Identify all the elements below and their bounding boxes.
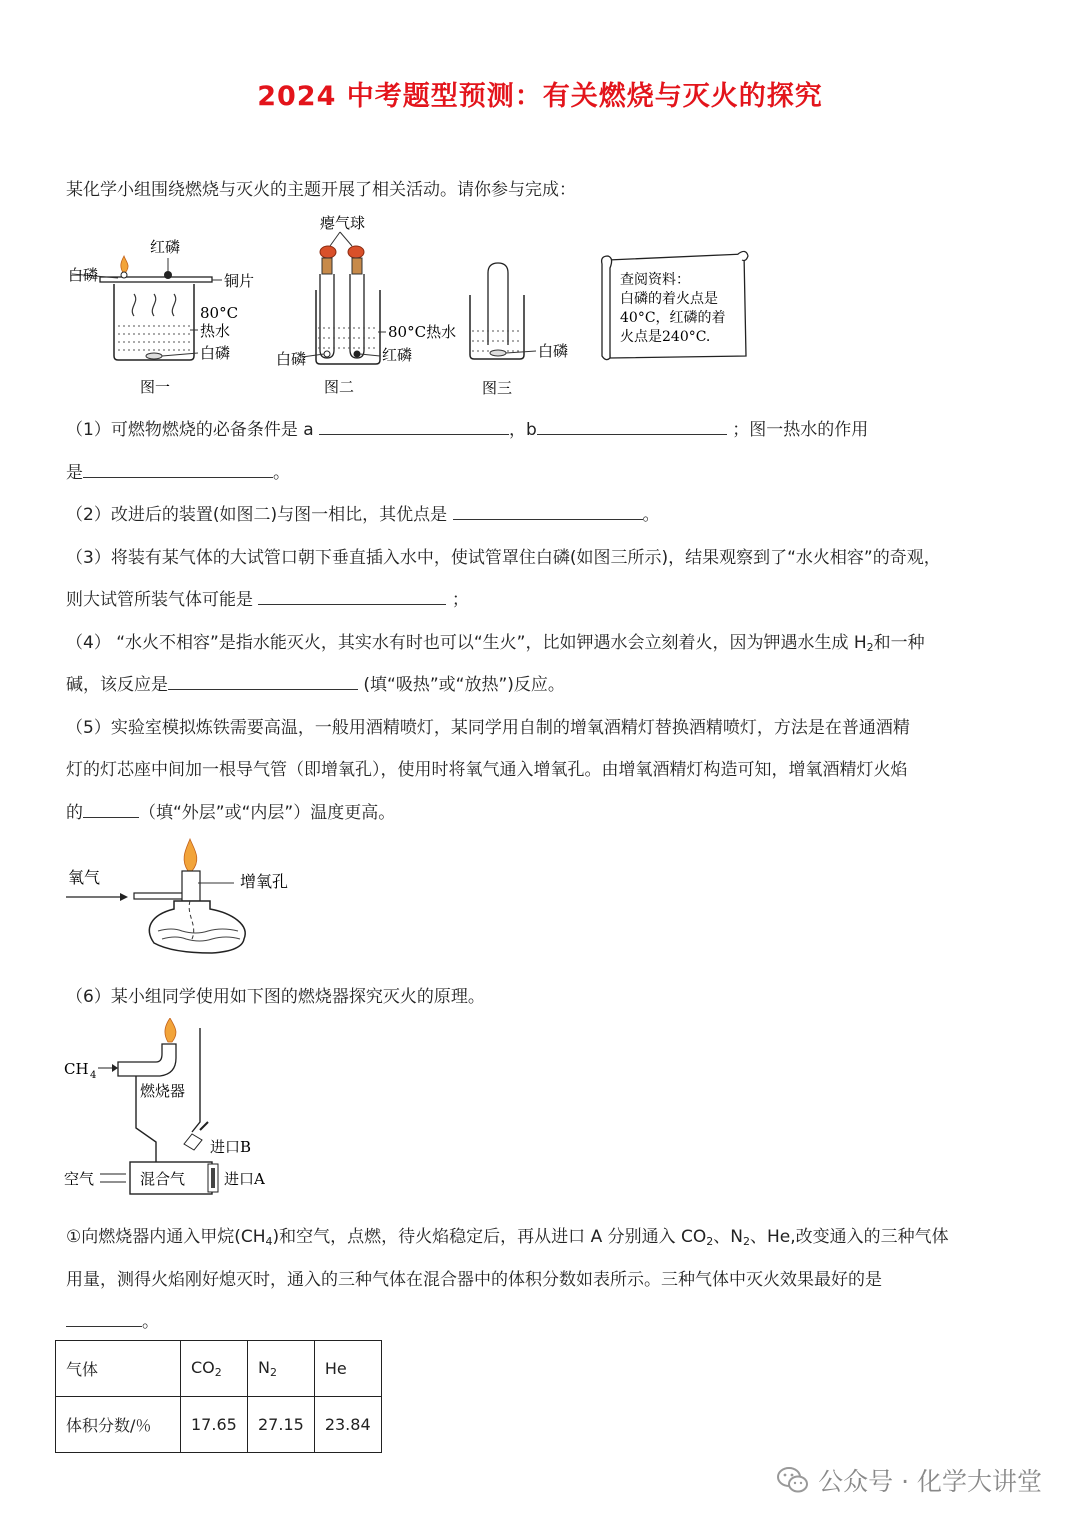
flame-icon	[121, 256, 128, 274]
label-air: 空气	[64, 1170, 95, 1188]
svg-text:4: 4	[90, 1070, 97, 1081]
figure-2-caption: 图二	[324, 378, 355, 396]
label-white-p: 白磷	[68, 266, 99, 284]
oxygen-lamp-figure	[62, 835, 322, 965]
answer-blank-1b[interactable]	[537, 416, 727, 435]
beaker-3	[470, 295, 524, 359]
label-oxygen: 氧气	[68, 868, 101, 887]
figure-1-caption: 图一	[140, 378, 171, 396]
reference-note	[596, 246, 752, 364]
note-line-1: 查阅资料：	[620, 272, 690, 288]
table-cell: 17.65	[181, 1397, 248, 1453]
figure-3-caption: 图三	[482, 379, 513, 397]
gas-volume-table	[55, 1340, 382, 1453]
table-row	[56, 1397, 382, 1453]
label-hot-water: 80°C热水	[388, 323, 457, 341]
wechat-icon	[776, 1465, 810, 1495]
label-red-p: 红磷	[150, 238, 181, 256]
table-cell: He	[314, 1341, 381, 1397]
balloon-right	[348, 246, 364, 258]
answer-blank-1a[interactable]	[319, 416, 509, 435]
figure-2	[272, 210, 472, 400]
figure-1	[62, 238, 262, 400]
question-6-1-cont-2: 。	[66, 1307, 159, 1332]
answer-blank-1c[interactable]	[83, 459, 273, 478]
flame-icon	[165, 1018, 176, 1042]
table-cell: $CO_2$	[181, 1341, 248, 1397]
answer-blank-4[interactable]	[168, 671, 358, 690]
question-6-1-cont: 用量，测得火焰刚好熄灭时，通入的三种气体在混合器中的体积分数如表所示。三种气体中灭火效果最好的是	[66, 1270, 882, 1290]
label-copper: 铜片	[224, 272, 255, 290]
label-mixer: 混合气	[140, 1170, 186, 1188]
note-line-4: 火点是240°C.	[620, 329, 711, 345]
table-header-row	[56, 1341, 382, 1397]
table-cell: 气体	[56, 1341, 181, 1397]
label-red-p-2: 红磷	[382, 346, 413, 364]
flame-icon	[184, 839, 197, 871]
answer-blank-6[interactable]	[66, 1308, 142, 1327]
question-5-cont-2: 的 （填“外层”或“内层”）温度更高。	[66, 798, 395, 823]
question-6: （6）某小组同学使用如下图的燃烧器探究灭火的原理。	[66, 987, 485, 1007]
question-3: （3）将装有某气体的大试管口朝下垂直插入水中，使试管罩住白磷(如图三所示)，结果观察到了“水火相容”的奇观，	[66, 548, 941, 568]
ch4-tube	[118, 1044, 176, 1076]
label-balloon: 瘪气球	[320, 214, 366, 232]
question-3-cont: 则大试管所装气体可能是 ；	[66, 585, 469, 610]
table-cell: 23.84	[314, 1397, 381, 1453]
beaker	[114, 284, 194, 360]
burner-figure	[60, 1018, 290, 1198]
question-5: （5）实验室模拟炼铁需要高温，一般用酒精喷灯，某同学用自制的增氧酒精灯替换酒精喷灯，方法是在普通酒精	[66, 718, 910, 738]
question-2: （2）改进后的装置(如图二)与图一相比，其优点是 。	[66, 500, 660, 525]
note-line-3: 40°C，红磷的着	[620, 310, 726, 326]
question-4: （4） “水火不相容”是指水能灭火，其实水有时也可以“生火”，比如钾遇水会立刻着火，因为钾遇水生成 $H_2$和一种	[66, 633, 925, 654]
question-5-cont: 灯的灯芯座中间加一根导气管（即增氧孔），使用时将氧气通入增氧孔。由增氧酒精灯构造可知，增氧酒精灯火焰	[66, 760, 908, 780]
question-1: （1）可燃物燃烧的必备条件是 a ，b ；图一热水的作用	[66, 415, 868, 440]
red-phosphorus-dot	[164, 271, 172, 279]
note-line-2: 白磷的着火点是	[620, 291, 718, 307]
answer-blank-3[interactable]	[258, 586, 446, 605]
answer-blank-2[interactable]	[453, 501, 643, 520]
table-cell: 27.15	[248, 1397, 315, 1453]
watermark: 公众号 · 化学大讲堂	[776, 1462, 1042, 1498]
page-title: 2024 中考题型预测：有关燃烧与灭火的探究	[257, 81, 823, 112]
table-cell: 体积分数/％	[56, 1397, 181, 1453]
label-burner: 燃烧器	[140, 1082, 186, 1100]
label-water: 热水	[200, 322, 231, 340]
intro-text: 某化学小组围绕燃烧与灭火的主题开展了相关活动。请你参与完成：	[66, 180, 576, 200]
answer-blank-5[interactable]	[83, 799, 139, 818]
question-4-cont: 碱，该反应是 (填“吸热”或“放热”)反应。	[66, 670, 565, 695]
label-ch4: CH	[64, 1060, 89, 1078]
label-white-p-bottom: 白磷	[200, 344, 231, 362]
question-6-1: ①向燃烧器内通入甲烷$(CH_4)$和空气，点燃，待火焰稳定后，再从进口 A 分别通入 $CO_2$、$N_2$、He,改变通入的三种气体	[66, 1227, 949, 1248]
test-tube	[488, 263, 508, 345]
label-white-p-2: 白磷	[276, 350, 307, 368]
balloon-left	[320, 246, 336, 258]
lamp-body	[149, 901, 245, 953]
label-white-p-3: 白磷	[538, 342, 569, 360]
figure-3	[460, 255, 590, 400]
label-inlet-a: 进口A	[224, 1170, 265, 1188]
label-inlet-b: 进口B	[210, 1138, 252, 1156]
label-temp: 80°C	[200, 304, 239, 322]
label-oxygen-hole: 增氧孔	[240, 872, 289, 891]
table-cell: $N_2$	[248, 1341, 315, 1397]
question-1-cont: 是 。	[66, 458, 290, 483]
